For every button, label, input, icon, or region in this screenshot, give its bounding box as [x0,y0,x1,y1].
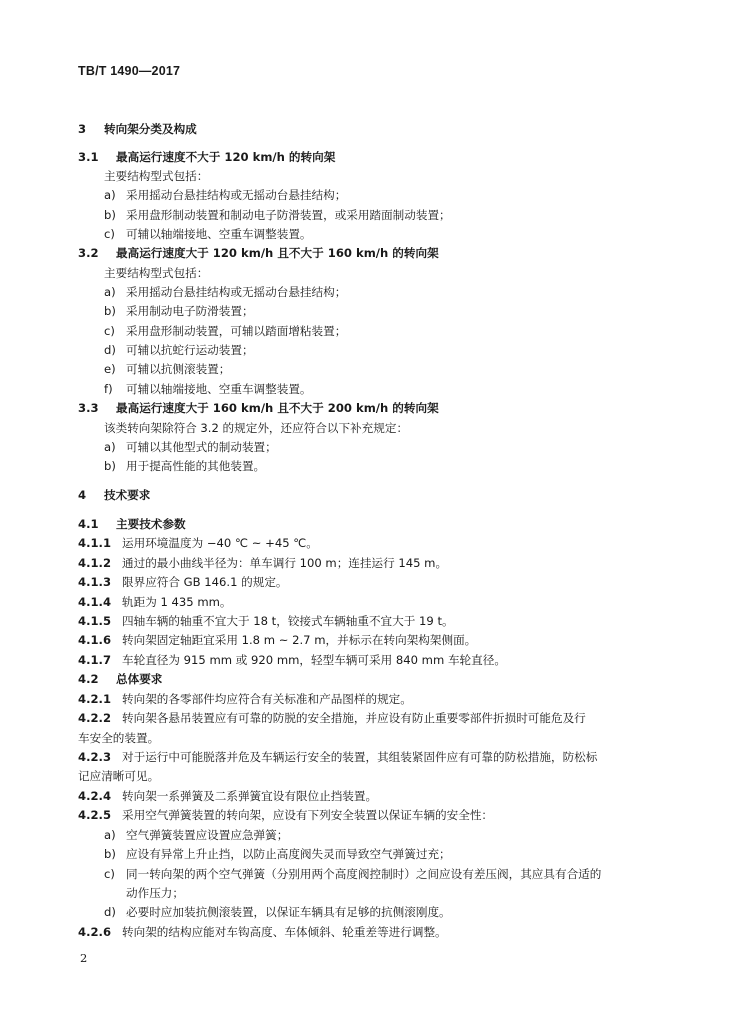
line-text: 采用盘形制动装置和制动电子防滑装置，或采用踏面制动装置； [126,208,451,222]
line-text: 转向架的各零部件均应符合有关标准和产品图样的规定。 [122,692,412,706]
text-line [78,652,506,668]
text-line [78,613,454,629]
text-line [104,168,208,184]
section-heading [78,149,335,165]
line-text: 对于运行中可能脱落并危及车辆运行安全的装置，其组装紧固件应有可靠的防松措施，防松标 [122,750,598,764]
line-text: 采用空气弹簧装置的转向架，应设有下列安全装置以保证车辆的安全性： [122,808,494,822]
list-marker: f) [104,382,113,396]
line-text: 同一转向架的两个空气弹簧（分别用两个高度阀控制时）之间应设有差压阀，其应具有合适的 [126,867,602,881]
line-text: 用于提高性能的其他装置。 [126,459,266,473]
list-item [104,323,346,339]
list-item [104,226,312,242]
text-line [78,749,597,765]
page-number: 2 [80,951,88,965]
clause-number: 4.2.2 [78,711,112,725]
list-item [104,342,254,358]
clause-number: 4.1 [78,517,99,531]
line-text: 可辅以轴端接地、空重车调整装置。 [126,227,312,241]
list-item [104,439,277,455]
line-text: 采用盘形制动装置，可辅以踏面增粘装置； [126,324,347,338]
text-line [126,885,184,901]
line-text: 最高运行速度大于 160 km/h 且不大于 200 km/h 的转向架 [116,401,439,415]
list-marker: a) [104,440,116,454]
text-line [78,730,159,746]
list-item [104,866,601,882]
clause-number: 4.2.3 [78,750,112,764]
list-item [104,187,346,203]
line-text: 记应清晰可见。 [78,769,160,783]
section-heading [78,487,150,503]
clause-number: 3.1 [78,150,99,164]
line-text: 该类转向架除符合 3.2 的规定外，还应符合以下补充规定： [104,421,409,435]
line-text: 空气弹簧装置应设置应急弹簧； [126,828,289,842]
clause-number: 3 [78,122,87,136]
line-text: 技术要求 [104,488,151,502]
line-text: 限界应符合 GB 146.1 的规定。 [122,575,288,589]
clause-number: 4.1.3 [78,575,112,589]
list-item [104,827,288,843]
clause-number: 4.1.4 [78,595,112,609]
text-line [78,807,493,823]
text-line [78,768,159,784]
text-line [78,788,377,804]
line-text: 转向架分类及构成 [104,122,197,136]
list-item [104,207,451,223]
text-line [78,555,447,571]
line-text: 轨距为 1 435 mm。 [122,595,232,609]
clause-number: 4.2.6 [78,925,112,939]
text-line [78,594,232,610]
clause-number: 4.1.7 [78,653,112,667]
line-text: 必要时应加装抗侧滚装置，以保证车辆具有足够的抗侧滚刚度。 [126,905,451,919]
text-line [78,710,586,726]
line-text: 最高运行速度不大于 120 km/h 的转向架 [116,150,336,164]
line-text: 应设有异常上升止挡，以防止高度阀失灵而导致空气弹簧过充； [126,847,451,861]
line-text: 主要结构型式包括： [104,169,209,183]
line-text: 转向架一系弹簧及二系弹簧宜设有限位止挡装置。 [122,789,378,803]
list-item [104,458,265,474]
line-text: 可辅以抗侧滚装置； [126,362,231,376]
line-text: 可辅以轴端接地、空重车调整装置。 [126,382,312,396]
line-text: 车安全的装置。 [78,731,160,745]
list-item [104,846,451,862]
line-text: 可辅以抗蛇行运动装置； [126,343,254,357]
line-text: 总体要求 [116,672,163,686]
list-marker: a) [104,828,116,842]
line-text: 可辅以其他型式的制动装置； [126,440,277,454]
section-heading [78,121,197,137]
clause-number: 4.2.5 [78,808,112,822]
list-marker: e) [104,362,116,376]
clause-number: 3.2 [78,246,99,260]
line-text: 采用制动电子防滑装置； [126,304,254,318]
list-marker: c) [104,324,115,338]
section-heading [78,400,439,416]
section-heading [78,245,439,261]
line-text: 转向架固定轴距宜采用 1.8 m ~ 2.7 m，并标示在转向架构架侧面。 [122,633,477,647]
text-line [78,924,447,940]
line-text: 转向架的结构应能对车钩高度、车体倾斜、轮重差等进行调整。 [122,925,447,939]
clause-number: 4.2.1 [78,692,112,706]
list-marker: c) [104,227,115,241]
clause-number: 3.3 [78,401,99,415]
line-text: 通过的最小曲线半径为：单车调行 100 m；连挂运行 145 m。 [122,556,448,570]
clause-number: 4.2 [78,672,99,686]
text-line [78,535,318,551]
clause-number: 4 [78,488,87,502]
clause-number: 4.1.6 [78,633,112,647]
line-text: 转向架各悬吊装置应有可靠的防脱的安全措施，并应设有防止重要零部件折损时可能危及行 [122,711,586,725]
list-item [104,284,346,300]
clause-number: 4.1.2 [78,556,112,570]
list-item [104,381,312,397]
list-marker: d) [104,905,116,919]
list-item [104,361,230,377]
list-marker: a) [104,285,116,299]
line-text: 车轮直径为 915 mm 或 920 mm，轻型车辆可采用 840 mm 车轮直径。 [122,653,506,667]
list-item [104,303,254,319]
line-text: 主要结构型式包括： [104,266,209,280]
line-text: 主要技术参数 [116,517,186,531]
document-id-header: TB/T 1490—2017 [78,64,181,78]
clause-number: 4.1.1 [78,536,112,550]
text-line [104,265,208,281]
list-marker: b) [104,459,116,473]
line-text: 运用环境温度为 −40 ℃ ~ +45 ℃。 [122,536,318,550]
line-text: 采用摇动台悬挂结构或无摇动台悬挂结构； [126,188,347,202]
text-line [78,574,288,590]
section-heading [78,516,186,532]
list-marker: d) [104,343,116,357]
text-line [104,420,408,436]
text-line [78,632,476,648]
clause-number: 4.2.4 [78,789,112,803]
list-marker: b) [104,847,116,861]
text-line [78,691,412,707]
list-marker: b) [104,208,116,222]
clause-number: 4.1.5 [78,614,112,628]
line-text: 采用摇动台悬挂结构或无摇动台悬挂结构； [126,285,347,299]
list-marker: a) [104,188,116,202]
line-text: 最高运行速度大于 120 km/h 且不大于 160 km/h 的转向架 [116,246,439,260]
list-marker: b) [104,304,116,318]
section-heading [78,671,162,687]
line-text: 四轴车辆的轴重不宜大于 18 t，铰接式车辆轴重不宜大于 19 t。 [122,614,454,628]
line-text: 动作压力； [126,886,184,900]
list-marker: c) [104,867,115,881]
list-item [104,904,451,920]
